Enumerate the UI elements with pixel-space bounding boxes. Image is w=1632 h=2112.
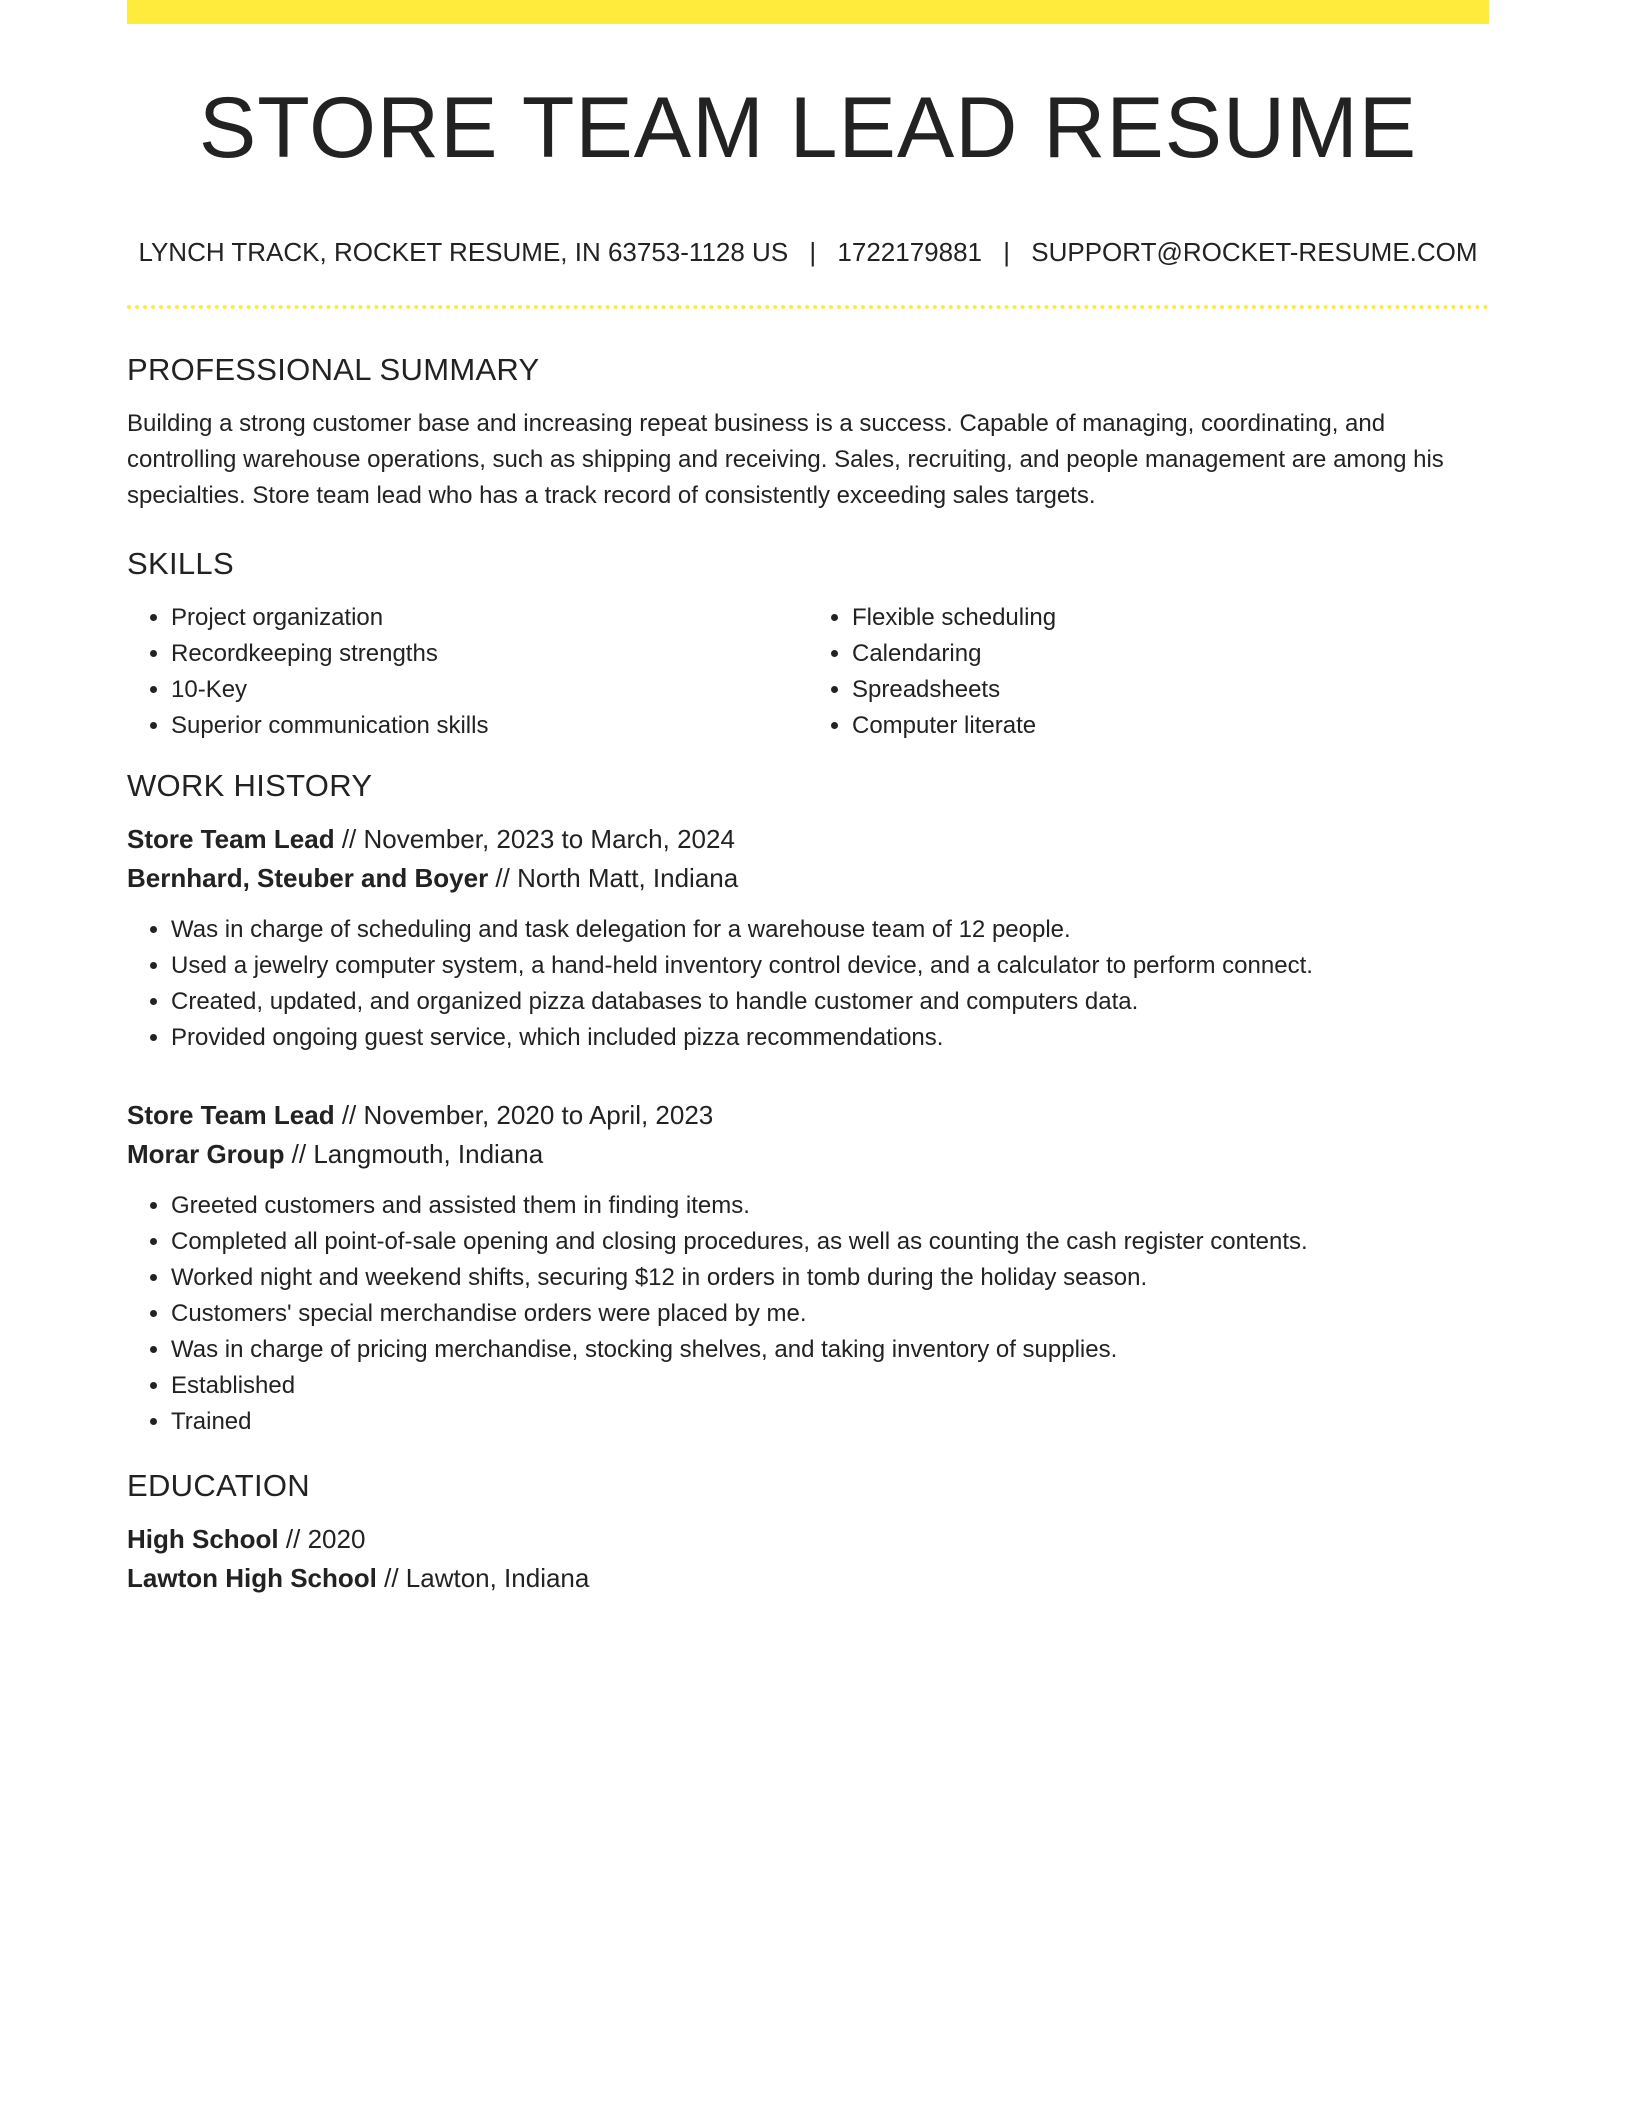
skills-left-column [127, 600, 808, 744]
skills-right-column [808, 600, 1489, 744]
job-location: // North Matt, Indiana [488, 863, 739, 893]
education-location: // Lawton, Indiana [376, 1563, 590, 1593]
job-bullet: • Provided ongoing guest service, which included pizza recommendations. [171, 1020, 1489, 1056]
job-bullets [127, 912, 1489, 1056]
contact-separator: | [809, 237, 817, 267]
skill-item: • Spreadsheets [852, 672, 1489, 708]
work-history-section [127, 766, 1489, 1440]
job-bullet: • Completed all point-of-sale opening and closing procedures, as well as counting the cash register contents. [171, 1224, 1489, 1260]
job-entry [127, 820, 1489, 1056]
job-title: Store Team Lead [127, 824, 335, 854]
resume-content [127, 350, 1489, 1598]
job-company: Bernhard, Steuber and Boyer [127, 863, 489, 893]
education-year: // 2020 [278, 1524, 366, 1554]
contact-separator: | [1003, 237, 1011, 267]
job-company: Morar Group [127, 1139, 285, 1169]
job-bullet: • Customers' special merchandise orders were placed by me. [171, 1296, 1489, 1332]
resume-title: STORE TEAM LEAD RESUME [198, 80, 1418, 176]
skill-item: • 10-Key [171, 672, 808, 708]
job-dates: // November, 2020 to April, 2023 [334, 1100, 714, 1130]
skills-heading: SKILLS [127, 546, 234, 581]
skill-item: • Project organization [171, 600, 808, 636]
education-degree-line [127, 1520, 1489, 1559]
job-bullet: • Used a jewelry computer system, a hand-held inventory control device, and a calculator to perform connect. [171, 948, 1489, 984]
contact-line [127, 236, 1489, 268]
skill-item: • Superior communication skills [171, 708, 808, 744]
job-title: Store Team Lead [127, 1100, 335, 1130]
job-bullet: • Worked night and weekend shifts, securing $12 in orders in tomb during the holiday season. [171, 1260, 1489, 1296]
job-title-line [127, 1096, 1489, 1135]
job-dates: // November, 2023 to March, 2024 [334, 824, 735, 854]
education-entry [127, 1520, 1489, 1598]
skill-item: • Flexible scheduling [852, 600, 1489, 636]
education-school-line [127, 1559, 1489, 1598]
job-entry [127, 1096, 1489, 1440]
job-bullet: • Established [171, 1368, 1489, 1404]
job-bullet: • Was in charge of scheduling and task delegation for a warehouse team of 12 people. [171, 912, 1489, 948]
skills-grid [127, 600, 1489, 744]
job-bullets [127, 1188, 1489, 1440]
summary-section [127, 350, 1489, 514]
job-company-line [127, 859, 1489, 898]
skill-item: • Computer literate [852, 708, 1489, 744]
work-history-heading: WORK HISTORY [127, 768, 373, 803]
skill-item: • Recordkeeping strengths [171, 636, 808, 672]
job-bullet: • Was in charge of pricing merchandise, stocking shelves, and taking inventory of supplies. [171, 1332, 1489, 1368]
education-heading: EDUCATION [127, 1468, 310, 1503]
contact-phone: 1722179881 [837, 237, 983, 267]
contact-email: SUPPORT@ROCKET-RESUME.COM [1031, 237, 1478, 267]
dotted-divider [127, 305, 1489, 309]
education-school: Lawton High School [127, 1563, 377, 1593]
accent-top-bar [127, 0, 1489, 24]
job-location: // Langmouth, Indiana [284, 1139, 544, 1169]
contact-address: LYNCH TRACK, ROCKET RESUME, IN 63753-1128 US [138, 237, 789, 267]
job-company-line [127, 1135, 1489, 1174]
summary-heading: PROFESSIONAL SUMMARY [127, 352, 540, 387]
job-title-line [127, 820, 1489, 859]
skills-section [127, 544, 1489, 744]
job-bullet: • Greeted customers and assisted them in finding items. [171, 1188, 1489, 1224]
job-bullet: • Created, updated, and organized pizza databases to handle customer and computers data. [171, 984, 1489, 1020]
job-bullet: • Trained [171, 1404, 1489, 1440]
education-degree: High School [127, 1524, 279, 1554]
education-section [127, 1466, 1489, 1598]
summary-text: Building a strong customer base and increasing repeat business is a success. Capable of managing, coordinating, and controlling warehouse operations, such as shipping and receiving. Sales, recruiting, and people management are among his specialties. Store team lead who has a track record of consistently exceeding sales targets. [127, 410, 1444, 509]
skill-item: • Calendaring [852, 636, 1489, 672]
